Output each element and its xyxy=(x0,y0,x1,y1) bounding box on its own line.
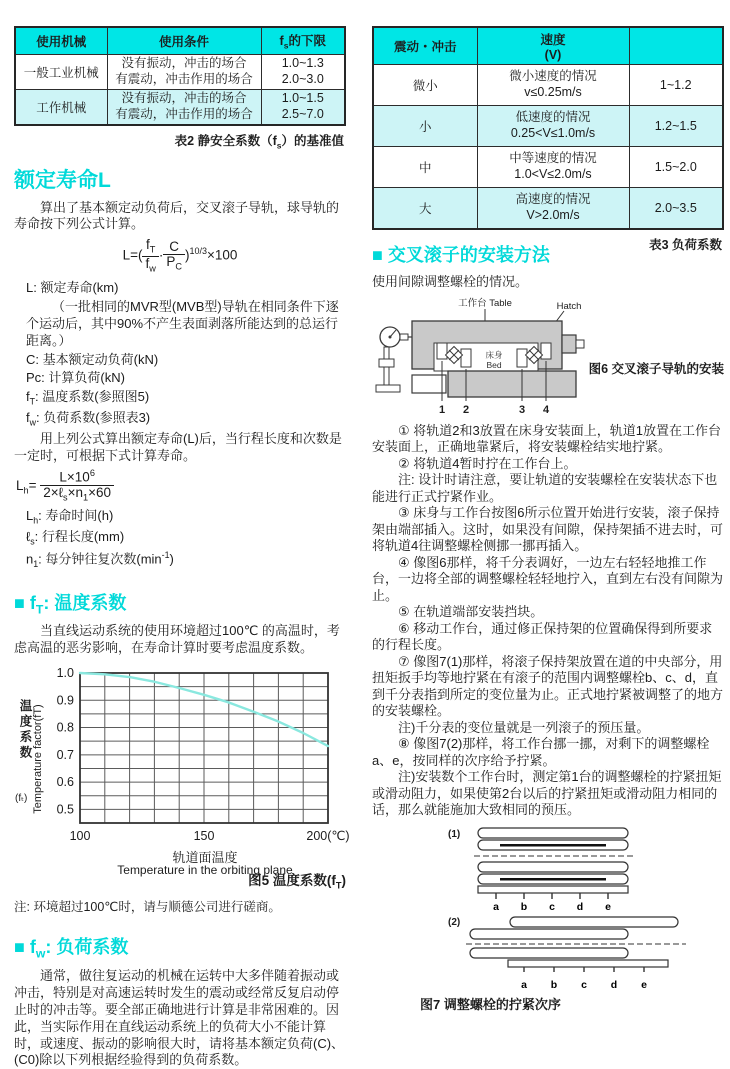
fig7-bolt-label: a xyxy=(521,978,527,991)
table3-cell-speed: 中等速度的情况 1.0<V≤2.0m/s xyxy=(477,147,629,188)
table3-cell-speed: 微小速度的情况 v≤0.25m/s xyxy=(477,65,629,106)
svg-text:0.8: 0.8 xyxy=(56,720,74,735)
chart-caption: 图5 温度系数$(f_T)$ xyxy=(248,873,346,891)
fig7-bolt-label: c xyxy=(549,900,555,913)
fig6-hatch-label: Hatch xyxy=(556,300,582,312)
table-row xyxy=(373,188,723,230)
table2-cell-conditions: 没有振动，冲击的场合 有震动，冲击作用的场合 xyxy=(107,55,261,90)
install-step: ⑦ 像图7(1)那样，将滚子保持架放置在道的中央部分，用扭矩扳手均等地拧紧在有滚子的范围内调整螺栓b、c、d，直到千分表指到所定的变位量为止。正式地拧紧被调整了的地方的安装螺栓。 xyxy=(372,653,724,719)
chart-xlabel-en: Temperature in the orbiting plane xyxy=(117,863,293,878)
fig7-bolt-label: d xyxy=(610,978,618,991)
fig7-bolt-label: b xyxy=(520,900,528,913)
def-line: $f_w$: 负荷系数(参照表3) xyxy=(26,410,151,428)
table2-header-limit: $f_s$的下限 xyxy=(261,27,345,55)
fig7-bolt-label: d xyxy=(576,900,584,913)
table3-cell-level: 大 xyxy=(373,188,477,230)
table3-cell-value: 1.2~1.5 xyxy=(629,106,723,147)
install-step: ② 将轨道4暂时拧在工作台上。 xyxy=(398,455,577,471)
fig7-bolt-label: b xyxy=(550,978,558,991)
install-step: ⑧ 像图7(2)那样，将工作台挪一挪，对剩下的调整螺栓a、e，按同样的次序给予拧紧。 xyxy=(372,736,710,768)
def-line: L: 额定寿命(km) xyxy=(26,279,119,295)
fig6-table-label: 工作台 Table xyxy=(458,297,512,309)
figure6-diagram xyxy=(372,297,587,417)
table3-cell-value: 1~1.2 xyxy=(629,65,723,106)
svg-text:1.0: 1.0 xyxy=(56,666,74,681)
fig7-bolt-label: c xyxy=(581,978,587,991)
install-step: 注)千分表的变位量就是一列滚子的预压量。 xyxy=(398,719,650,735)
table-row xyxy=(15,90,345,126)
table3-cell-level: 小 xyxy=(373,106,477,147)
def-line: $L_h$: 寿命时间(h) xyxy=(26,508,114,526)
table3-header-speed: 速度 (V) xyxy=(477,27,629,65)
def-line: $n_1$: 每分钟往复次数$(\min^{-1})$ xyxy=(26,550,174,570)
def-line: Pc: 计算负荷(kN) xyxy=(26,370,125,386)
table3-cell-value: 2.0~3.5 xyxy=(629,188,723,230)
table3-header-shock: 震动・冲击 xyxy=(373,27,477,65)
install-intro: 使用间隙调整螺栓的情况。 xyxy=(372,274,529,289)
def-line: ℓ$_s$: 行程长度(mm) xyxy=(26,529,125,547)
svg-text:0.7: 0.7 xyxy=(56,747,74,762)
fig6-bed-label-en: Bed xyxy=(486,359,502,370)
install-step: 注: 设计时请注意，要让轨道的安装螺栓在安装状态下也能进行正式拧紧作业。 xyxy=(372,472,718,504)
svg-text:0.9: 0.9 xyxy=(56,693,74,708)
fig6-bed-label-cn: 床身 xyxy=(485,349,503,360)
chart-xlabel-cn: 轨道面温度 xyxy=(172,850,238,866)
table2-cell-values: 1.0~1.3 2.0~3.0 xyxy=(261,55,345,90)
load-factor-heading: ■ $f_w$: 负荷系数 xyxy=(14,937,129,961)
table2-cell-machine: 工作机械 xyxy=(15,90,107,126)
temperature-factor-chart xyxy=(14,665,350,891)
chart-ylabel-cn-sub: (fₜ) xyxy=(15,793,28,805)
table-row xyxy=(15,55,345,90)
install-step: ⑤ 在轨道端部安装挡块。 xyxy=(398,604,544,620)
right-column xyxy=(372,26,724,1013)
table3-cell-speed: 低速度的情况 0.25<V≤1.0m/s xyxy=(477,106,629,147)
life-hours-formula: $L_h=$ $\frac{L\times 10^6}{2\times\ell_s\times n_1\times 60}$ xyxy=(16,469,346,503)
svg-text:0.5: 0.5 xyxy=(56,802,74,817)
table3-cell-level: 中 xyxy=(373,147,477,188)
svg-text:0.6: 0.6 xyxy=(56,775,74,790)
table3-cell-speed: 高速度的情况 V>2.0m/s xyxy=(477,188,629,230)
fig6-rail-number: 4 xyxy=(542,403,550,416)
install-steps xyxy=(372,423,724,819)
line-chart xyxy=(44,665,356,843)
left-column xyxy=(14,26,350,1069)
table3-caption: 表3 负荷系数 xyxy=(649,238,722,252)
def-line: （一批相同的MVR型(MVB型)导轨在相同条件下逐个运动后，其中90%不产生表面剥落所能达到的总运行距离。） xyxy=(26,298,339,348)
load-factor-para: 通常，做往复运动的机械在运转中大多伴随着振动或冲击，特别是对高速运转时发生的震动或经常反复启动停止时的冲击等。要全部正确地进行计算是非常困难的。因此，当实际作用在直线运动系统上的负荷大小不能计算时，或速度、振动的影响很大时，请将基本额定负荷(C)、 (C0)除以下列根据经验得到的负荷系数。 xyxy=(14,968,345,1068)
rated-life-heading: 额定寿命L xyxy=(14,168,111,192)
fig6-rail-number: 1 xyxy=(438,403,446,416)
fig7-bolt-label: e xyxy=(641,978,647,991)
install-step: ④ 像图6那样，将千分表调好，一边左右轻轻地推工作台，一边将全部的调整螺栓轻轻地拧入，直到左右没有间隙为止。 xyxy=(372,554,724,603)
def-line: C: 基本额定动负荷(kN) xyxy=(26,351,159,367)
svg-text:200(℃): 200(℃) xyxy=(306,829,350,844)
install-step: ③ 床身与工作台按图6所示位置开始进行安装，滚子保持架由端部插入。这时，如果没有间隙，保持架插不进去时，可将轨道4往调整螺栓侧挪一挪再插入。 xyxy=(372,505,724,554)
install-step: 注)安装数个工作台时，测定第1台的调整螺栓的拧紧扭矩或滑动阻力，如果使第2台以后的拧紧扭矩或滑动阻力相同的话，那么就能施加大致相同的预压。 xyxy=(372,769,722,818)
fig7-bolt-label: a xyxy=(493,900,499,913)
install-step: ① 将轨道2和3放置在床身安装面上，轨道1放置在工作台安装面上，正确地靠紧后，将安装螺栓结实地拧紧。 xyxy=(372,422,721,455)
fig6-rail-number: 3 xyxy=(518,403,526,416)
table3-cell-level: 微小 xyxy=(373,65,477,106)
table2-caption: 表2 静安全系数$(f_s)$的基准值 xyxy=(174,134,344,151)
figure7-letters2 xyxy=(418,978,718,992)
table2-cell-machine: 一般工业机械 xyxy=(15,55,107,90)
load-factor-table xyxy=(372,26,724,230)
install-heading: ■ 交叉滚子的安装方法 xyxy=(372,245,550,265)
rated-life-intro: 算出了基本额定动负荷后，交叉滚子导轨，球导轨的寿命按下列公式计算。 xyxy=(14,199,340,232)
table3-header-factor xyxy=(629,27,723,65)
fig7-sub1-label: (1) xyxy=(448,828,461,840)
figure7-diagram xyxy=(418,825,718,975)
table2-cell-values: 1.0~1.5 2.5~7.0 xyxy=(261,90,345,126)
figure7-caption: 图7 调整螺栓的拧紧次序 xyxy=(420,996,561,1012)
table2-header-condition: 使用条件 xyxy=(107,27,261,55)
temperature-factor-heading: ■ $f_T$: 温度系数 xyxy=(14,592,127,617)
table-row xyxy=(373,65,723,106)
figure6-caption: 图6 交叉滚子导轨的安装 xyxy=(588,361,724,376)
static-safety-factor-table xyxy=(14,26,346,126)
figure6 xyxy=(372,297,724,419)
table-row xyxy=(373,106,723,147)
fig7-sub2-label: (2) xyxy=(448,916,461,928)
install-step: ⑥ 移动工作台，通过修正保持架的位置确保得到所要求的行程长度。 xyxy=(372,620,713,653)
svg-text:100: 100 xyxy=(69,829,91,844)
chart-ylabel-en: Temperature factor(fT) xyxy=(32,704,44,814)
def-line: $f_T$: 温度系数(参照图5) xyxy=(26,389,150,407)
life-para2: 用上列公式算出额定寿命(L)后，当行程长度和次数是一定时，可根据下式计算寿命。 xyxy=(14,431,342,464)
table2-cell-conditions: 没有振动，冲击的场合 有震动，冲击作用的场合 xyxy=(107,90,261,126)
svg-text:150: 150 xyxy=(193,829,215,844)
chart-note: 注: 环境超过100℃时，请与顺德公司进行磋商。 xyxy=(14,900,281,915)
figure7 xyxy=(372,825,724,1013)
life-formula: L=( $\frac{f_T}{f_w}$ · $\frac{C}{P_C}$ )$^{10/3}$×100 xyxy=(122,237,238,274)
table3-cell-value: 1.5~2.0 xyxy=(629,147,723,188)
table2-header-machine: 使用机械 xyxy=(15,27,107,55)
chart-ylabel-cn: 温度系数 xyxy=(18,699,32,762)
temperature-factor-para: 当直线运动系统的使用环境超过100℃ 的高温时，考虑高温的恶劣影响，在寿命计算时要考虑温度系数。 xyxy=(14,623,340,656)
fig7-bolt-label: e xyxy=(605,900,611,913)
fig6-rail-number: 2 xyxy=(462,403,470,416)
table-row xyxy=(373,147,723,188)
